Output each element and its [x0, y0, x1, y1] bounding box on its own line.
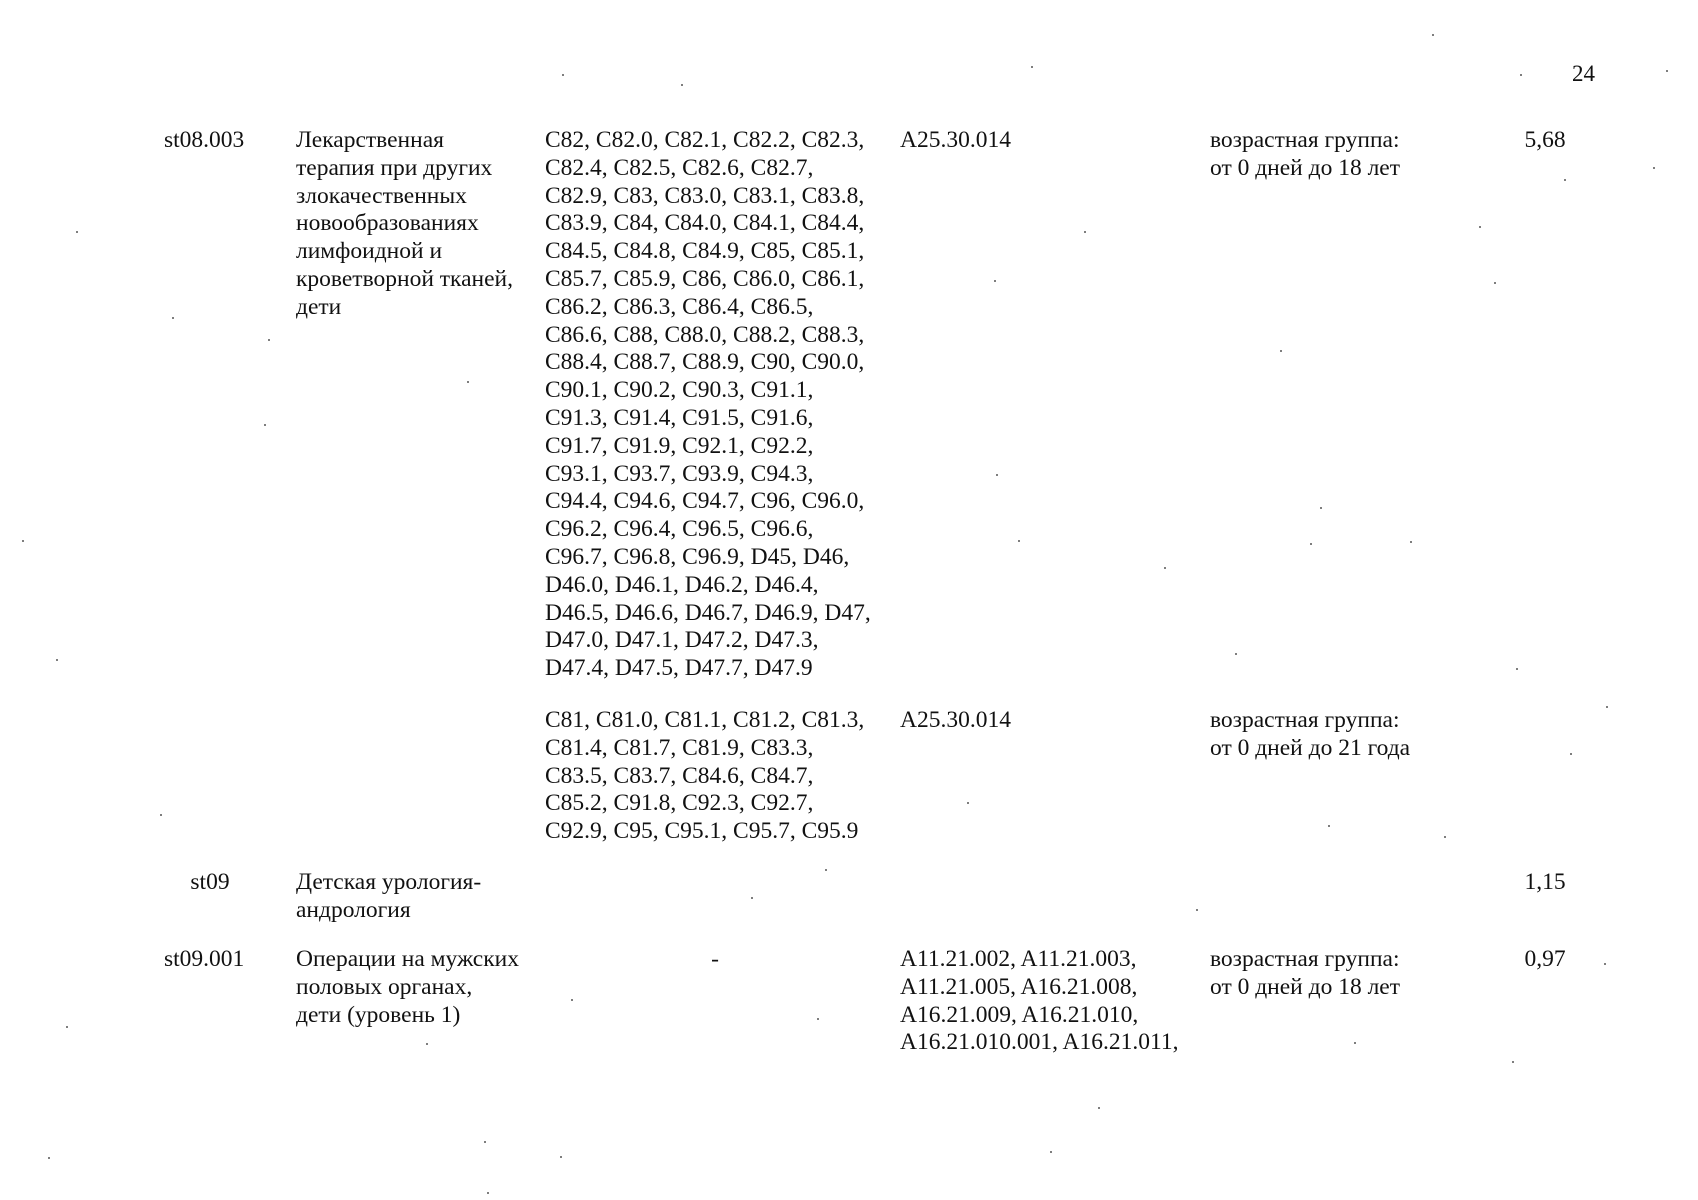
row-criteria: возрастная группа: от 0 дней до 18 лет	[1210, 946, 1401, 1000]
row-code: st08.003	[164, 127, 245, 153]
scan-speck	[1280, 350, 1282, 352]
scan-speck	[268, 339, 270, 341]
scan-speck	[1410, 541, 1412, 543]
scan-speck	[817, 1018, 819, 1020]
row-name: Лекарственная терапия при других злокачественных новообразованиях лимфоидной и кроветворной тканей, дети	[296, 127, 514, 320]
scan-speck	[1479, 226, 1481, 228]
scan-speck	[1494, 282, 1496, 284]
row-diagnosis-codes: C82, C82.0, C82.1, C82.2, C82.3, C82.4, C82.5, C82.6, C82.7, C82.9, C83, C83.0, C83.1, C83.8, C83.9, C84, C84.0, C84.1, C84.4, C84.5, C84.8, C84.9, C85, C85.1, C85.7, C85.9, C86, C86.0, C86.1, C86.2, C86.3, C86.4, C86.5, C86.6, C88, C88.0, C88.2, C88.3, C88.4, C88.7, C88.9, C90, C90.0, C90.1, C90.2, C90.3, C91.1, C91.3, C91.4, C91.5, C91.6, C91.7, C91.9, C92.1, C92.2, C93.1, C93.7, C93.9, C94.3, C94.4, C94.6, C94.7, C96, C96.0, C96.2, C96.4, C96.5, C96.6, C96.7, C96.8, C96.9, D45, D46, D46.0, D46.1, D46.2, D46.4, D46.5, D46.6, D46.7, D46.9, D47, D47.0, D47.1, D47.2, D47.3, D47.4, D47.5, D47.7, D47.9	[545, 127, 871, 682]
scan-speck	[1512, 1061, 1514, 1063]
scan-speck	[1098, 1107, 1100, 1109]
scan-speck	[1444, 836, 1446, 838]
scan-speck	[1031, 66, 1033, 68]
scan-speck	[1653, 167, 1655, 169]
scan-speck	[1604, 963, 1606, 965]
scan-speck	[484, 1141, 486, 1143]
row-criteria: возрастная группа: от 0 дней до 21 года	[1210, 707, 1411, 761]
scan-speck	[560, 1156, 562, 1158]
scan-speck	[56, 659, 58, 661]
scan-speck	[264, 424, 266, 426]
scan-speck	[1354, 1042, 1356, 1044]
scan-speck	[1196, 909, 1198, 911]
scan-speck	[751, 897, 753, 899]
row-coefficient: 0,97	[1524, 946, 1566, 972]
scan-speck	[1520, 74, 1522, 76]
scan-speck	[1564, 179, 1566, 181]
scan-speck	[1432, 34, 1434, 36]
scan-speck	[1164, 567, 1166, 569]
scan-speck	[1235, 653, 1237, 655]
row-coefficient: 5,68	[1524, 127, 1566, 153]
scan-speck	[172, 317, 174, 319]
scan-speck	[1310, 543, 1312, 545]
row-service-codes: A11.21.002, A11.21.003, A11.21.005, A16.21.008, A16.21.009, A16.21.010, A16.21.010.001, A16.21.011,	[900, 946, 1179, 1056]
scan-speck	[1516, 668, 1518, 670]
scan-speck	[681, 84, 683, 86]
scan-speck	[76, 231, 78, 233]
scan-speck	[996, 474, 998, 476]
scan-speck	[562, 74, 564, 76]
scan-speck	[48, 1157, 50, 1159]
scan-speck	[571, 999, 573, 1001]
scan-speck	[426, 1043, 428, 1045]
scan-speck	[825, 869, 827, 871]
scan-speck	[22, 540, 24, 542]
row-coefficient: 1,15	[1524, 869, 1566, 895]
row-service-codes: A25.30.014	[900, 707, 1011, 733]
scan-speck	[994, 280, 996, 282]
scan-speck	[1328, 825, 1330, 827]
row-name: Детская урология- андрология	[296, 869, 482, 923]
row-code: st09.001	[164, 946, 245, 972]
scan-speck	[1666, 70, 1668, 72]
scan-speck	[66, 1026, 68, 1028]
row-code: st09	[190, 869, 230, 895]
row-service-codes: A25.30.014	[900, 127, 1011, 153]
scan-speck	[1018, 540, 1020, 542]
row-name: Операции на мужских половых органах, дети (уровень 1)	[296, 946, 519, 1028]
row-diagnosis-codes: -	[711, 946, 719, 972]
scan-speck	[1570, 753, 1572, 755]
scan-speck	[967, 802, 969, 804]
scan-speck	[1050, 1151, 1052, 1153]
page-number: 24	[1572, 61, 1595, 86]
scan-speck	[1084, 231, 1086, 233]
scan-speck	[160, 814, 162, 816]
scan-speck	[487, 1192, 489, 1194]
scan-speck	[1606, 706, 1608, 708]
row-diagnosis-codes: C81, C81.0, C81.1, C81.2, C81.3, C81.4, C81.7, C81.9, C83.3, C83.5, C83.7, C84.6, C84.7, C85.2, C91.8, C92.3, C92.7, C92.9, C95, C95.1, C95.7, C95.9	[545, 707, 865, 845]
scan-speck	[1320, 507, 1322, 509]
row-criteria: возрастная группа: от 0 дней до 18 лет	[1210, 127, 1401, 181]
scan-speck	[467, 381, 469, 383]
